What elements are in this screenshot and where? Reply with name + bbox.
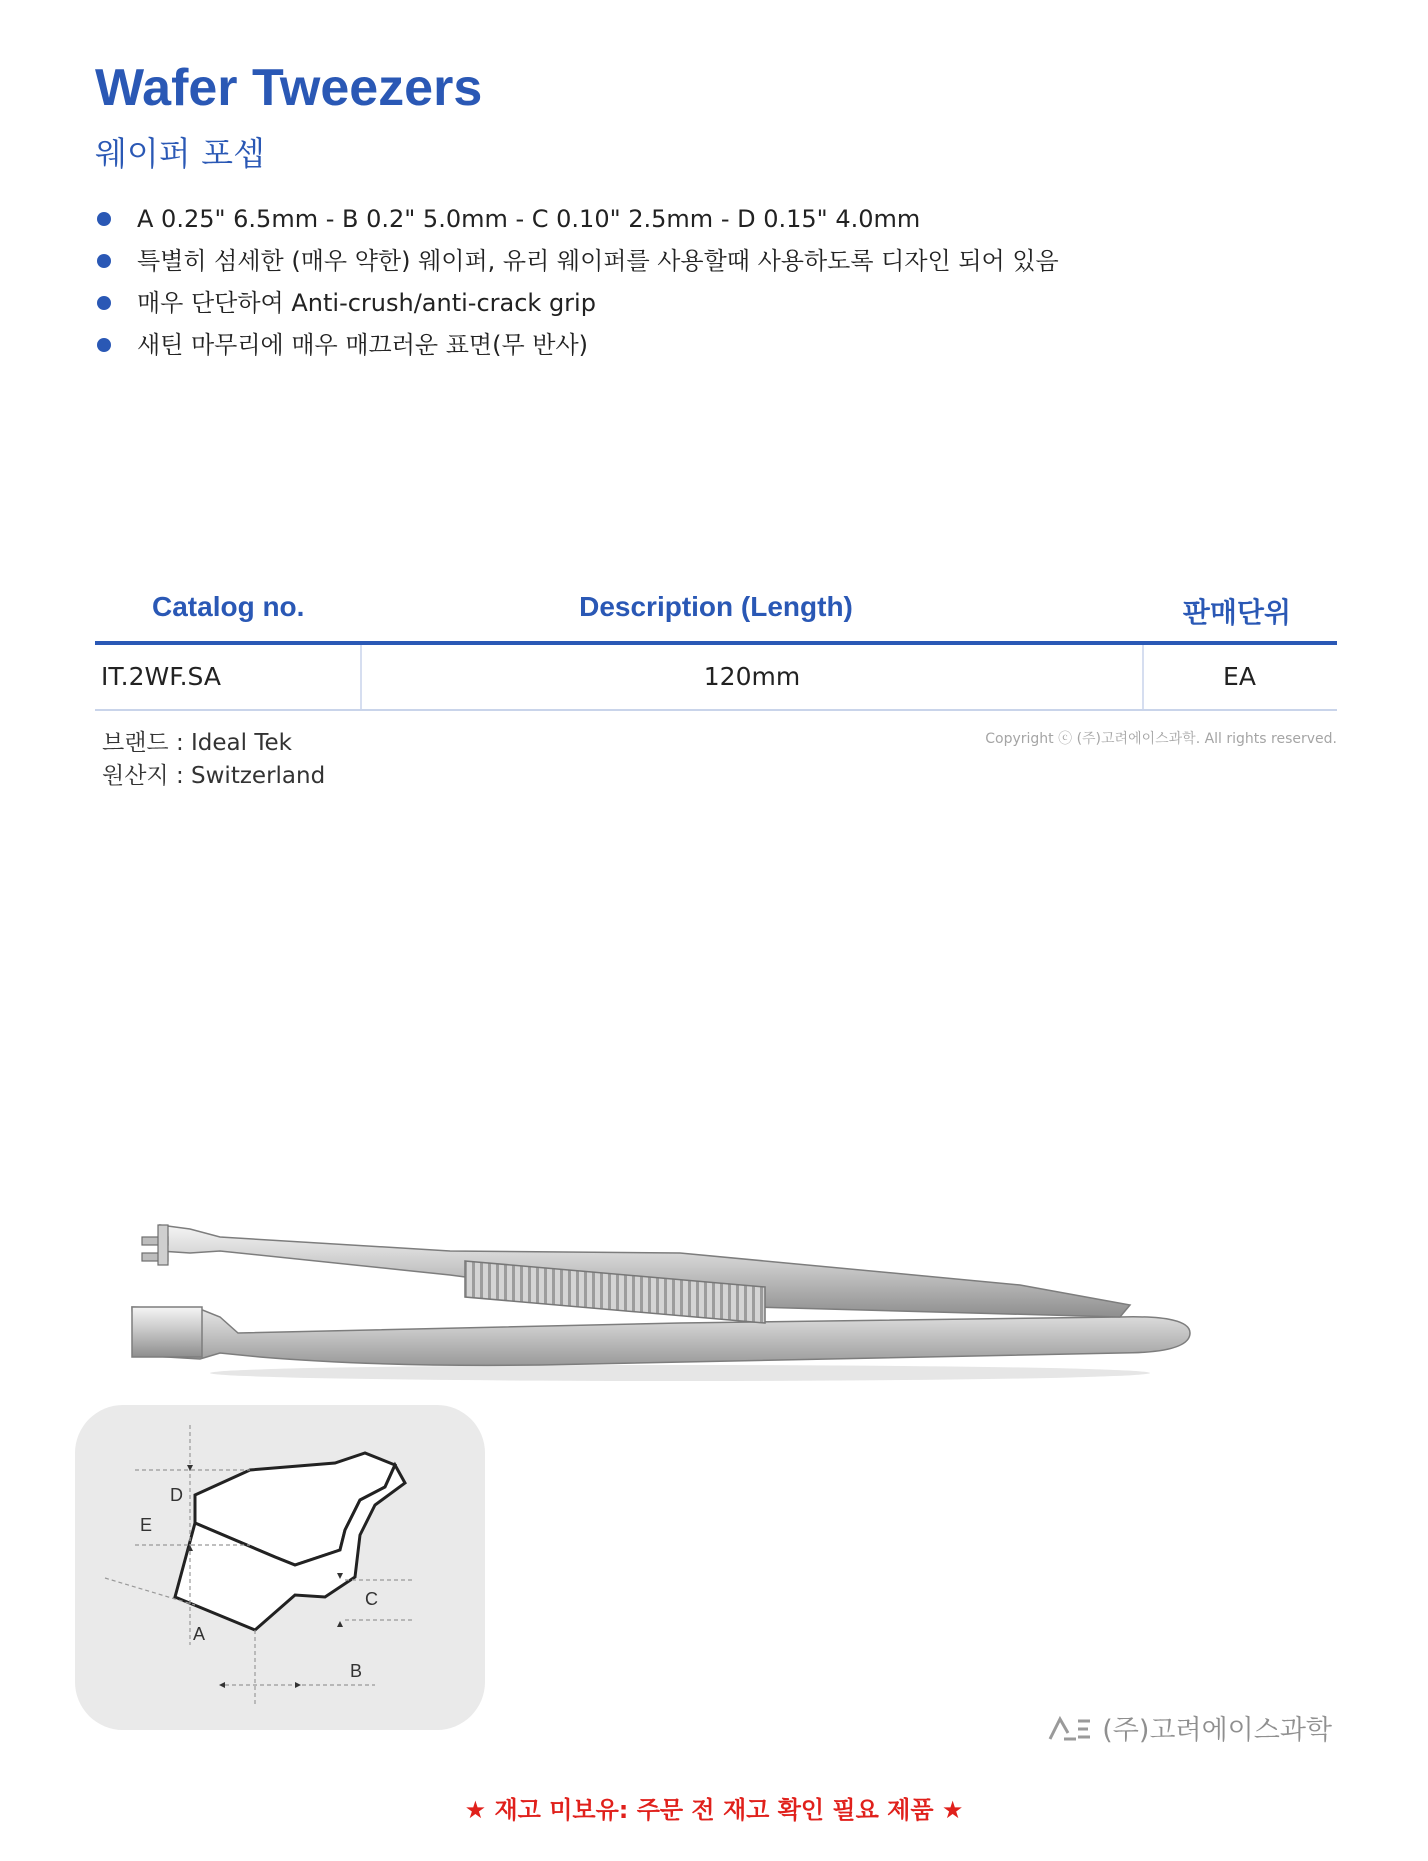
- bullet-icon: [97, 254, 111, 268]
- product-meta: [102, 727, 325, 793]
- table-header: [95, 583, 1337, 645]
- brand-text: 브랜드 : Ideal Tek: [102, 730, 292, 756]
- feature-text: 새틴 마무리에 매우 매끄러운 표면(무 반사): [137, 331, 588, 359]
- company-logo: [1046, 1708, 1332, 1747]
- feature-text: A 0.25" 6.5mm - B 0.2" 5.0mm - C 0.10" 2.5mm - D 0.15" 4.0mm: [137, 205, 921, 233]
- company-logo-icon: [1046, 1713, 1094, 1743]
- cell-description: 120mm: [360, 645, 1144, 709]
- page-subtitle: 웨이퍼 포셉: [95, 134, 265, 173]
- feature-list: [95, 198, 1059, 366]
- feature-item: [95, 240, 1059, 282]
- label-e: E: [140, 1515, 153, 1535]
- origin-text: 원산지 : Switzerland: [102, 763, 326, 789]
- cell-catalog: IT.2WF.SA: [101, 662, 221, 691]
- feature-text: 특별히 섬세한 (매우 약한) 웨이퍼, 유리 웨이퍼를 사용할때 사용하도록 디자인 되어 있음: [137, 247, 1059, 275]
- bullet-icon: [97, 296, 111, 310]
- feature-text: 매우 단단하여 Anti-crush/anti-crack grip: [137, 289, 596, 317]
- page-title: Wafer Tweezers: [95, 59, 483, 117]
- stock-notice: ★ 재고 미보유: 주문 전 재고 확인 필요 제품 ★: [464, 1796, 964, 1824]
- label-a: A: [193, 1624, 206, 1644]
- company-logo-text: (주)고려에이스과학: [1102, 1715, 1332, 1746]
- dimension-diagram: [75, 1405, 485, 1730]
- label-b: B: [350, 1661, 363, 1681]
- feature-item: [95, 282, 1059, 324]
- label-c: C: [365, 1589, 378, 1609]
- table-row: [95, 645, 1337, 711]
- tweezer-image: [120, 1205, 1300, 1395]
- cell-unit: EA: [1223, 662, 1256, 691]
- label-d: D: [170, 1485, 183, 1505]
- bullet-icon: [97, 212, 111, 226]
- bullet-icon: [97, 338, 111, 352]
- header-description: Description (Length): [579, 591, 853, 622]
- copyright-text: Copyright ⓒ (주)고려에이스과학. All rights reserved.: [985, 731, 1337, 747]
- feature-item: [95, 198, 1059, 240]
- header-catalog: Catalog no.: [152, 591, 305, 622]
- feature-item: [95, 324, 1059, 366]
- product-table: [95, 583, 1337, 711]
- header-unit: 판매단위: [1182, 597, 1291, 628]
